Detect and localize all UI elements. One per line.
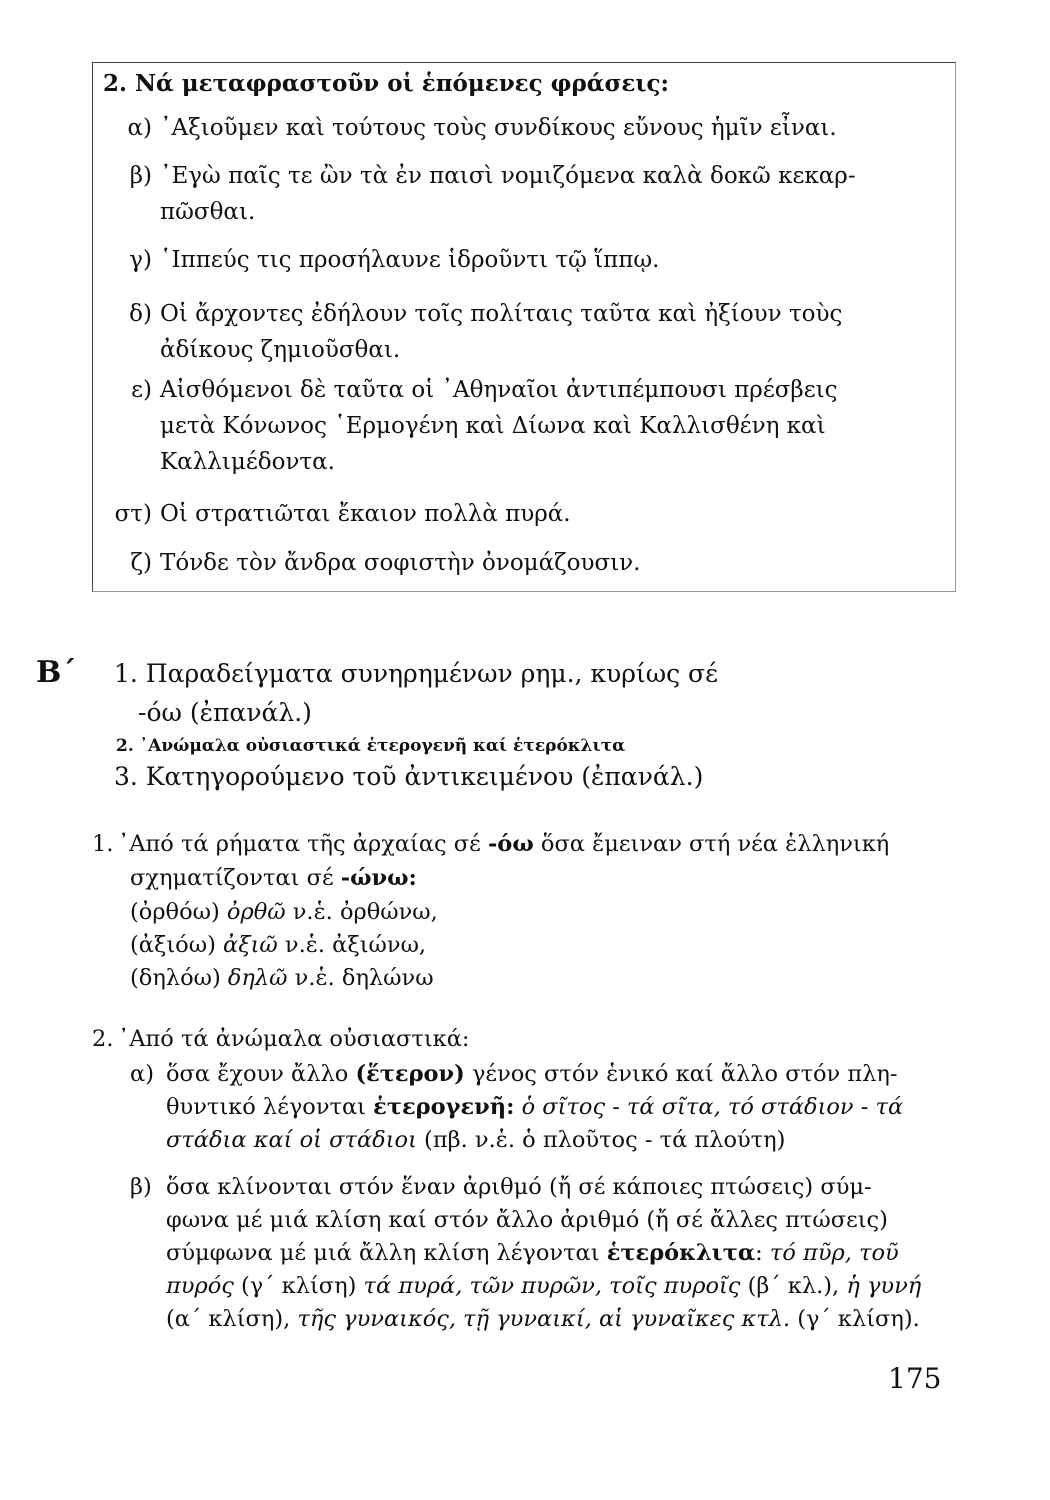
item-line: ῾Ιππεύς τις προσήλαυνε ἱδροῦντι τῷ ἵππῳ. [160,247,660,273]
item-label: γ) [129,247,152,273]
paragraph-2-intro: ᾿Από τά ἀνώμαλα οὐσιαστικά: [118,1026,470,1052]
example-axioo: (ἀξιόω) ἀξιῶ ν.ἑ. ἀξιώνω, [130,932,427,958]
item-b-line-3: σύμφωνα μέ μιά ἄλλη κλίση λέγονται ἑτερόκλιτα: τό πῦρ, τοῦ [166,1240,899,1266]
item-b-line-5: (α΄ κλίση), τῆς γυναικός, τῇ γυναικί, αἱ γυναῖκες κτλ. (γ΄ κλίση). [166,1306,920,1332]
item-label: ε) [131,377,152,403]
item-label: α) [127,115,152,141]
item-a-line-1: ὅσα ἔχουν ἄλλο (ἕτερον) γένος στόν ἑνικό καί ἄλλο στόν πλη- [166,1061,898,1087]
item-line: Τόνδε τὸν ἄνδρα σοφιστὴν ὀνομάζουσιν. [160,550,641,576]
item-b-line-2: φωνα μέ μιά κλίση καί στόν ἄλλο ἀριθμό (ἤ σέ ἄλλες πτώσεις) [166,1207,888,1233]
item-line: πῶσθαι. [160,199,256,225]
item-label: ζ) [130,550,152,576]
item-line: μετὰ Κόνωνος ῾Ερμογένη καὶ Δίωνα καὶ Καλλισθένη καὶ [160,413,826,439]
paragraph-1-number: 1. [92,831,114,857]
item-b-line-1: ὅσα κλίνονται στόν ἕναν ἀριθμό (ἤ σέ κάποιες πτώσεις) σύμ- [166,1174,872,1200]
item-b-label: β) [130,1174,152,1200]
topic-3: 3. Κατηγορούμενο τοῦ ἀντικειμένου (ἐπανάλ.) [114,762,704,791]
topic-1-line-2: -όω (ἐπανάλ.) [138,698,312,727]
item-a-line-3: στάδια καί οἱ στάδιοι (πβ. ν.ἑ. ὁ πλοῦτος - τά πλούτη) [166,1127,786,1153]
item-a-line-2: θυντικό λέγονται ἑτερογενῆ: ὁ σῖτος - τά σῖτα, τό στάδιον - τά [166,1094,904,1120]
item-line: ᾿Αξιοῦμεν καὶ τούτους τοὺς συνδίκους εὔνους ἡμῖν εἶναι. [160,115,837,141]
topic-1-line-1: 1. Παραδείγματα συνηρημένων ρημ., κυρίως σέ [114,659,719,688]
item-label: δ) [129,301,152,327]
item-line: Καλλιμέδοντα. [160,449,335,475]
item-line: ᾿Εγὼ παῖς τε ὢν τὰ ἐν παισὶ νομιζόμενα καλὰ δοκῶ κεκαρ- [160,163,856,189]
exercise-title: 2. Νά μεταφραστοῦν οἱ ἑπόμενες φράσεις: [103,70,670,97]
item-a-label: α) [130,1061,154,1087]
item-line: Αἰσθόμενοι δὲ ταῦτα οἱ ᾿Αθηναῖοι ἀντιπέμπουσι πρέσβεις [160,377,838,403]
page-number: 175 [888,1362,942,1395]
paragraph-1-line-2: σχηματίζονται σέ -ώνω: [130,865,417,891]
example-diloo: (δηλόω) δηλῶ ν.ἑ. δηλώνω [130,965,434,991]
item-line: ἀδίκους ζημιοῦσθαι. [160,337,401,363]
item-b-line-4: πυρός (γ΄ κλίση) τά πυρά, τῶν πυρῶν, τοῖς πυροῖς (β΄ κλ.), ἡ γυνή [166,1273,922,1299]
example-orthoo: (ὀρθόω) ὀρθῶ ν.ἑ. ὀρθώνω, [130,899,438,925]
item-line: Οἱ στρατιῶται ἔκαιον πολλὰ πυρά. [160,501,571,527]
paragraph-1-line-1: ᾿Από τά ρήματα τῆς ἀρχαίας σέ -όω ὅσα ἔμειναν στή νέα ἑλληνική [118,831,890,857]
topic-2: 2. ᾿Ανώμαλα οὐσιαστικά ἑτερογενῆ καί ἑτερόκλιτα [116,736,626,756]
paragraph-2-number: 2. [92,1026,114,1052]
item-label: β) [129,163,152,189]
item-label: στ) [114,501,152,527]
item-line: Οἱ ἄρχοντες ἐδήλουν τοῖς πολίταις ταῦτα καὶ ἠξίουν τοὺς [160,301,843,327]
section-mark: B΄ [36,655,77,690]
